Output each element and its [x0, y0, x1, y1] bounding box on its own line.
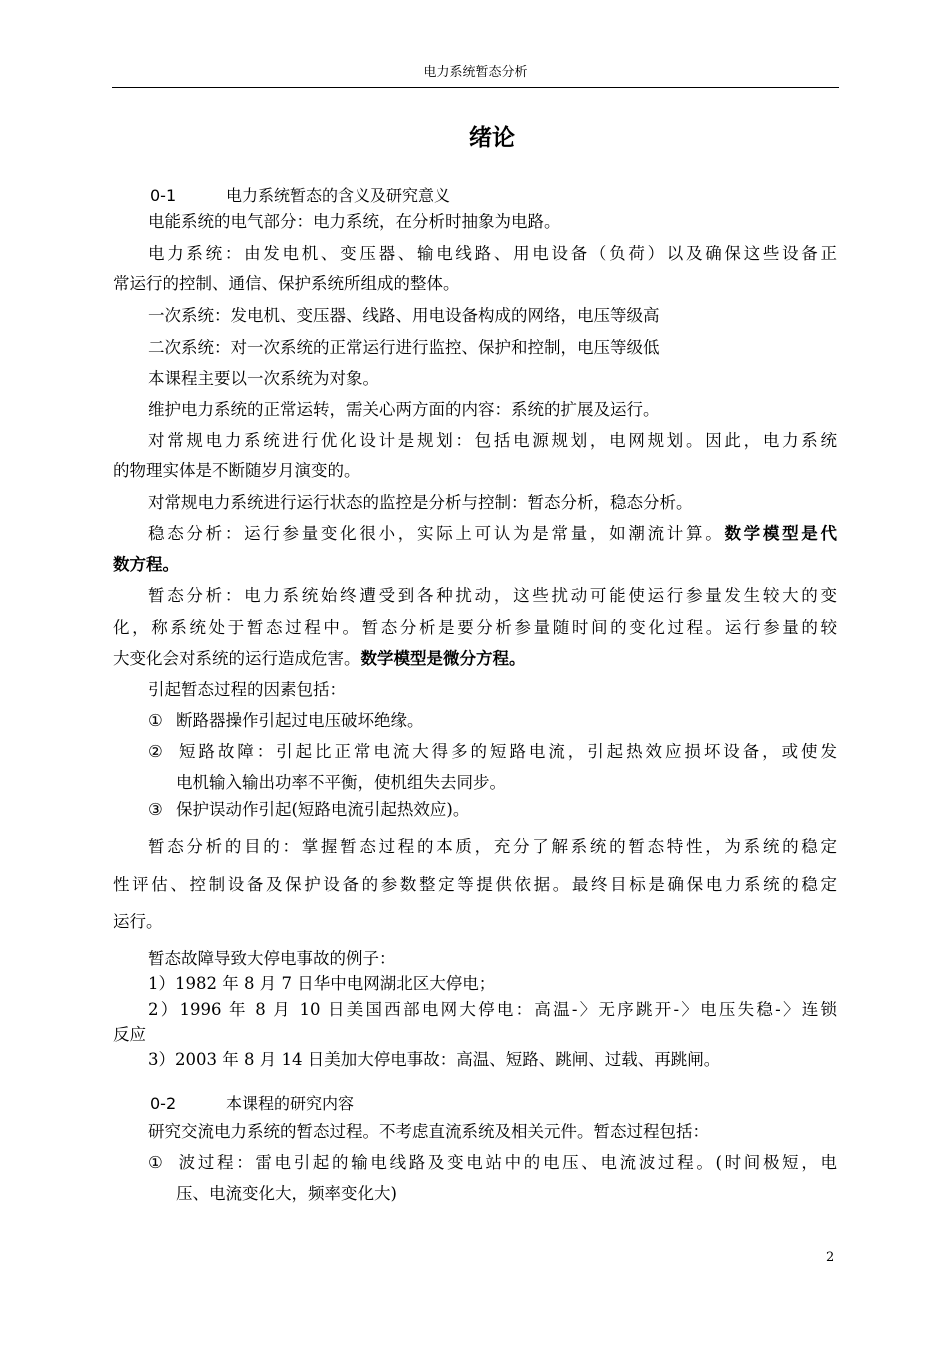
list-item-text: 短路故障：引起比正常电流大得多的短路电流，引起热效应损坏设备，或使发 — [176, 742, 837, 761]
paragraph-line: 暂态故障导致大停电事故的例子： — [148, 949, 396, 968]
list-item-text: 断路器操作引起过电压破坏绝缘。 — [176, 711, 424, 730]
paragraph-line: 一次系统：发电机、变压器、线路、用电设备构成的网络，电压等级高 — [148, 306, 660, 325]
paragraph-line: 研究交流电力系统的暂态过程。不考虑直流系统及相关元件。暂态过程包括： — [148, 1122, 709, 1141]
paragraph-line: 电力系统：由发电机、变压器、输电线路、用电设备（负荷）以及确保这些设备正 — [148, 244, 837, 263]
paragraph-line: 对常规电力系统进行优化设计是规划：包括电源规划，电网规划。因此，电力系统 — [148, 431, 837, 450]
example-line: 反应 — [113, 1025, 146, 1044]
list-item-continuation: 电机输入输出功率不平衡，使机组失去同步。 — [176, 773, 506, 792]
text-run: 大变化会对系统的运行造成危害。 — [113, 649, 361, 668]
paragraph-line: 化，称系统处于暂态过程中。暂态分析是要分析参量随时间的变化过程。运行参量的较 — [113, 618, 837, 637]
page-number: 2 — [826, 1250, 835, 1265]
running-header: 电力系统暂态分析 — [423, 65, 528, 80]
list-item — [148, 741, 837, 763]
header-rule — [112, 87, 839, 88]
example-line: 2）1996 年 8 月 10 日美国西部电网大停电：高温-〉无序跳开-〉电压失稳-〉连锁 — [148, 1000, 837, 1019]
section-number: 0-1 — [150, 186, 177, 205]
paragraph-line: 暂态分析：电力系统始终遭受到各种扰动，这些扰动可能使运行参量发生较大的变 — [148, 586, 837, 605]
paragraph-line: 引起暂态过程的因素包括： — [148, 680, 346, 699]
list-item — [148, 1152, 837, 1174]
list-item — [148, 799, 469, 821]
list-marker: ① — [148, 1153, 163, 1172]
example-line: 3）2003 年 8 月 14 日美加大停电事故：高温、短路、跳闸、过载、再跳闸。 — [148, 1050, 721, 1069]
chapter-title: 绪论 — [469, 125, 515, 151]
bold-text-run: 数学模型是代 — [724, 524, 838, 543]
paragraph-line: 本课程主要以一次系统为对象。 — [148, 369, 379, 388]
section-heading-0-1 — [150, 185, 450, 207]
section-title: 电力系统暂态的含义及研究意义 — [226, 186, 451, 205]
paragraph-line: 二次系统：对一次系统的正常运行进行监控、保护和控制，电压等级低 — [148, 338, 660, 357]
paragraph-line: 的物理实体是不断随岁月演变的。 — [113, 461, 361, 480]
example-line: 1）1982 年 8 月 7 日华中电网湖北区大停电； — [148, 974, 496, 993]
paragraph-line: 电能系统的电气部分：电力系统，在分析时抽象为电路。 — [148, 212, 561, 231]
list-item-text: 保护误动作引起(短路电流引起热效应)。 — [176, 800, 470, 819]
paragraph-line: 常运行的控制、通信、保护系统所组成的整体。 — [113, 274, 460, 293]
list-item-text: 波过程：雷电引起的输电线路及变电站中的电压、电流波过程。(时间极短，电 — [176, 1153, 837, 1172]
paragraph-line: 暂态分析的目的：掌握暂态过程的本质，充分了解系统的暂态特性，为系统的稳定 — [148, 837, 837, 856]
section-title: 本课程的研究内容 — [226, 1094, 355, 1113]
list-marker: ③ — [148, 800, 163, 819]
paragraph-line: 对常规电力系统进行运行状态的监控是分析与控制：暂态分析，稳态分析。 — [148, 493, 693, 512]
section-number: 0-2 — [150, 1094, 177, 1113]
paragraph-line: 维护电力系统的正常运转，需关心两方面的内容：系统的扩展及运行。 — [148, 400, 660, 419]
paragraph-line — [113, 648, 526, 670]
list-marker: ② — [148, 742, 163, 761]
text-run: 稳态分析：运行参量变化很小，实际上可认为是常量，如潮流计算。 — [148, 524, 725, 543]
paragraph-line: 性评估、控制设备及保护设备的参数整定等提供依据。最终目标是确保电力系统的稳定 — [113, 875, 837, 894]
list-marker: ① — [148, 711, 163, 730]
bold-text-run: 数方程。 — [113, 555, 179, 574]
paragraph-line: 运行。 — [113, 912, 163, 931]
list-item-continuation: 压、电流变化大，频率变化大) — [176, 1184, 397, 1203]
paragraph-line — [148, 523, 837, 545]
list-item — [148, 710, 424, 732]
section-heading-0-2 — [150, 1093, 354, 1115]
bold-text-run: 数学模型是微分方程。 — [360, 649, 526, 668]
